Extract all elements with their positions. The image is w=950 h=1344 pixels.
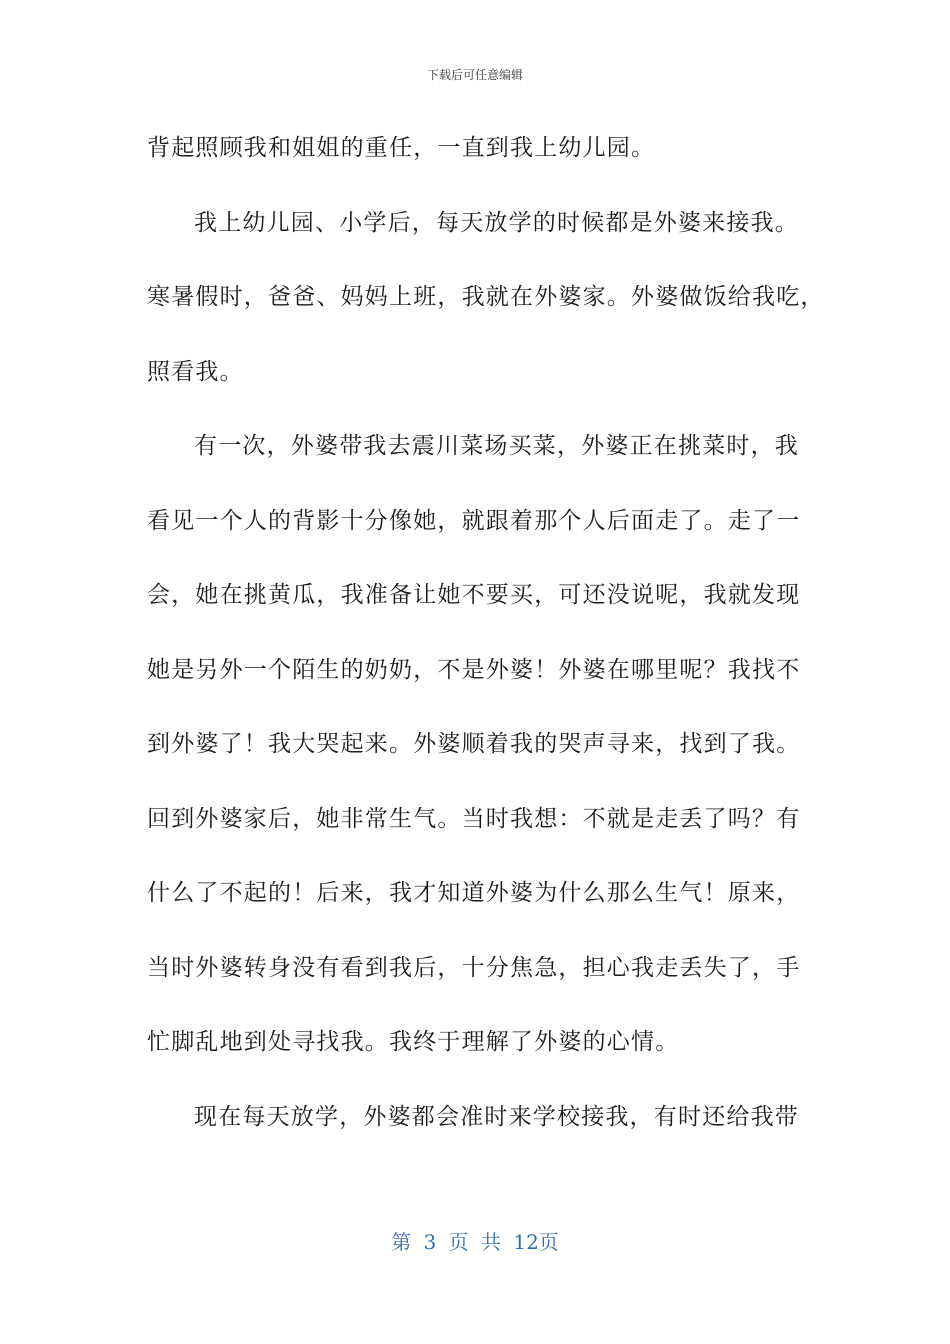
text-line-11: 什么了不起的！后来，我才知道外婆为什么那么生气！原来， [147, 880, 801, 906]
document-body [147, 124, 825, 1167]
text-line-7: 会，她在挑黄瓜，我准备让她不要买，可还没说呢，我就发现 [147, 582, 801, 608]
text-line-2: 我上幼儿园、小学后，每天放学的时候都是外婆来接我。 [194, 209, 799, 236]
text-line-4: 照看我。 [147, 358, 244, 385]
text-line-14: 现在每天放学，外婆都会准时来学校接我，有时还给我带 [194, 1103, 799, 1130]
text-line-1: 背起照顾我和姐姐的重任，一直到我上幼儿园。 [147, 135, 656, 161]
text-line-3: 寒暑假时，爸爸、妈妈上班，我就在外婆家。外婆做饭给我吃， [147, 284, 825, 310]
text-line-10: 回到外婆家后，她非常生气。当时我想：不就是走丢了吗？有 [147, 805, 801, 832]
page-number-footer: 第 3 页 共 12页 [391, 1230, 559, 1254]
text-line-6: 看见一个人的背影十分像她，就跟着那个人后面走了。走了一 [147, 507, 801, 534]
text-line-13: 忙脚乱地到处寻找我。我终于理解了外婆的心情。 [147, 1029, 680, 1055]
page-header: 下载后可任意编辑 [426, 68, 523, 82]
text-line-9: 到外婆了！我大哭起来。外婆顺着我的哭声寻来，找到了我。 [147, 731, 801, 757]
text-line-12: 当时外婆转身没有看到我后，十分焦急，担心我走丢失了，手 [147, 954, 801, 981]
text-line-5: 有一次，外婆带我去震川菜场买菜，外婆正在挑菜时，我 [194, 433, 799, 459]
text-line-8: 她是另外一个陌生的奶奶，不是外婆！外婆在哪里呢？我找不 [147, 656, 801, 683]
